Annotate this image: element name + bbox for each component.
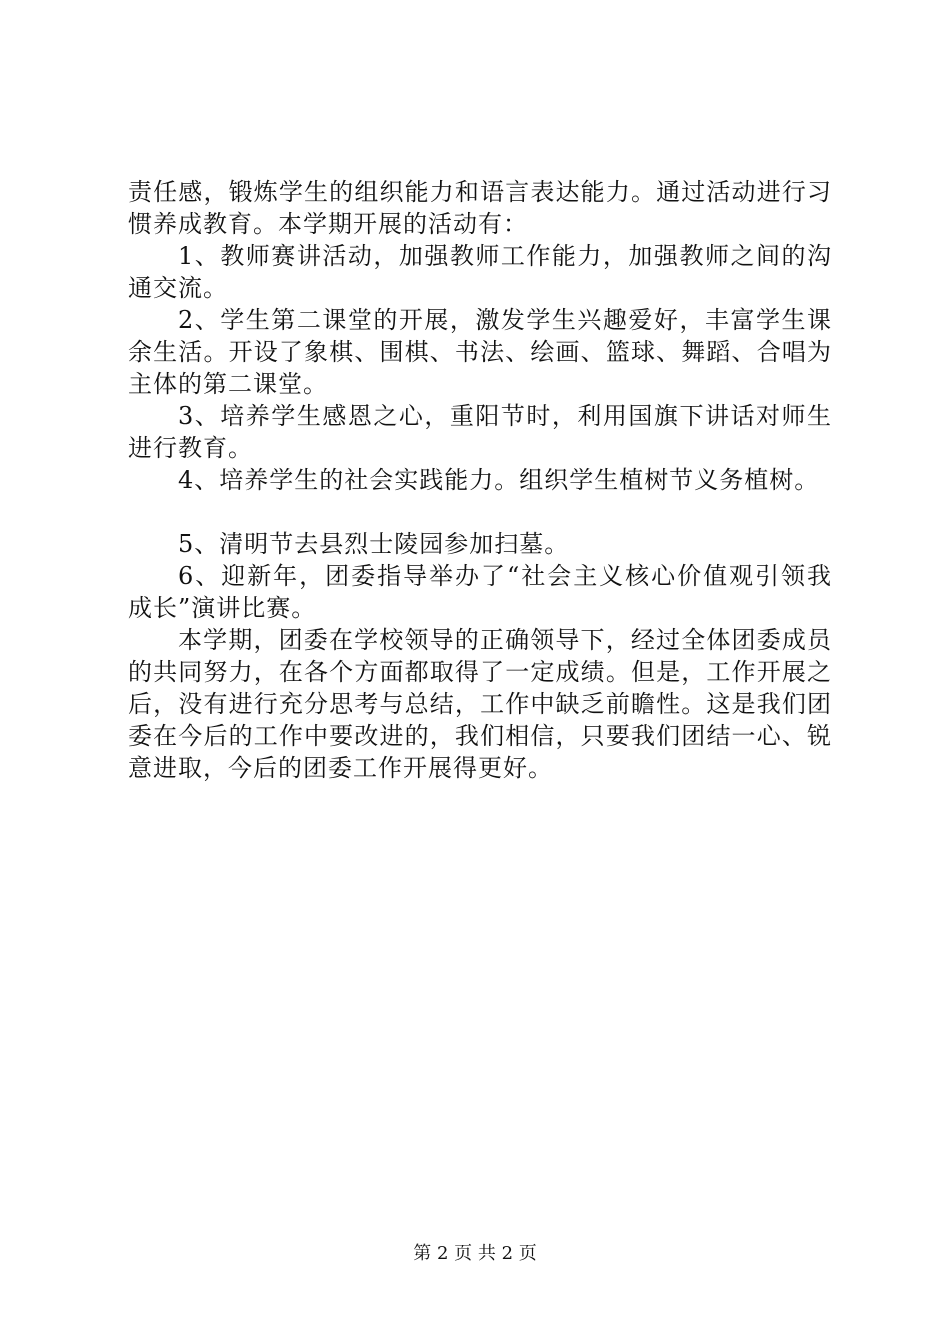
document-body: [128, 176, 832, 784]
paragraph-item-6: 6、迎新年，团委指导举办了“社会主义核心价值观引领我成长”演讲比赛。: [128, 562, 832, 622]
paragraph-item-3: 3、培养学生感恩之心，重阳节时，利用国旗下讲话对师生进行教育。: [128, 402, 832, 462]
paragraph-item-4: 4、培养学生的社会实践能力。组织学生植树节义务植树。: [178, 466, 820, 494]
blank-line: [128, 496, 832, 528]
page-number-footer: 第 2 页 共 2 页: [413, 1243, 537, 1264]
paragraph-item-5: 5、清明节去县烈士陵园参加扫墓。: [178, 530, 570, 558]
paragraph-item-2: 2、学生第二课堂的开展，激发学生兴趣爱好，丰富学生课余生活。开设了象棋、围棋、书法、绘画、篮球、舞蹈、合唱为主体的第二课堂。: [128, 306, 832, 398]
paragraph-intro: 责任感，锻炼学生的组织能力和语言表达能力。通过活动进行习惯养成教育。本学期开展的活动有：: [128, 178, 832, 238]
paragraph-item-1: 1、教师赛讲活动，加强教师工作能力，加强教师之间的沟通交流。: [128, 242, 832, 302]
paragraph-summary: 本学期，团委在学校领导的正确领导下，经过全体团委成员的共同努力，在各个方面都取得了一定成绩。但是，工作开展之后，没有进行充分思考与总结，工作中缺乏前瞻性。这是我们团委在今后的工作中要改进的，我们相信，只要我们团结一心、锐意进取，今后的团委工作开展得更好。: [128, 626, 832, 782]
